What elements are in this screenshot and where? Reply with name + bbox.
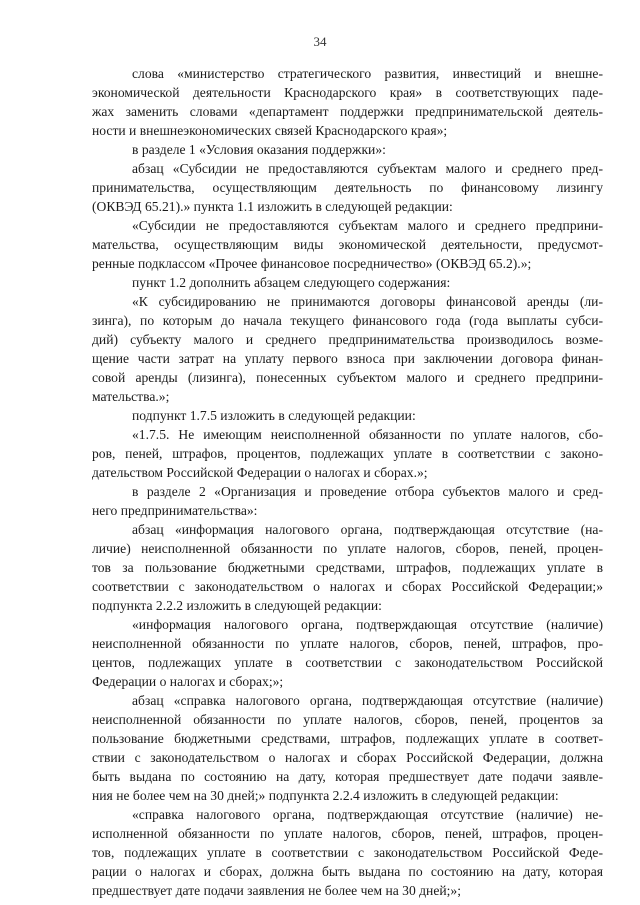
text-line: Федерации о налогах и сборах;»; — [92, 674, 284, 689]
text-line: мательства.»; — [92, 389, 170, 404]
text-line: исполненной обязанности по уплате налогов, сборов, пеней, штрафов, процен- — [92, 826, 603, 841]
text-line: дательством Российской Федерации о налогах и сборах.»; — [92, 465, 428, 480]
text-line: слова «министерство стратегического развития, инвестиций и внешне- — [132, 66, 603, 81]
text-line: «информация налогового органа, подтверждающая отсутствие (наличие) — [132, 617, 603, 632]
text-line: ния не более чем на 30 дней;» подпункта 2.2.4 изложить в следующей редакции: — [92, 788, 559, 803]
text-line: «справка налогового органа, подтверждающая отсутствие (наличие) не- — [132, 807, 603, 822]
text-line: соответствии с законодательством о налогах и сборах Российской Федерации;» — [92, 579, 603, 594]
text-line: ренные подклассом «Прочее финансовое посредничество» (ОКВЭД 65.2).»; — [92, 256, 532, 271]
text-line: личие) неисполненной обязанности по уплате налогов, сборов, пеней, процен- — [92, 541, 603, 556]
text-line: в разделе 1 «Условия оказания поддержки»: — [132, 142, 386, 157]
text-line: абзац «справка налогового органа, подтверждающая отсутствие (наличие) — [132, 693, 603, 708]
text-line: пункт 1.2 дополнить абзацем следующего содержания: — [132, 275, 451, 290]
text-line: «К субсидированию не принимаются договоры финансовой аренды (ли- — [132, 294, 603, 309]
text-line: неисполненной обязанности по уплате налогов, сборов, пеней, процентов за — [92, 712, 603, 727]
text-line: быть выдана по состоянию на дату, которая предшествует дате подачи заявле- — [92, 769, 603, 784]
text-line: жах заменить словами «департамент поддержки предпринимательской деятель- — [92, 104, 603, 119]
text-line: абзац «Субсидии не предоставляются субъектам малого и среднего пред- — [132, 161, 603, 176]
text-line: мательства, осуществляющим виды экономической деятельности, предусмот- — [92, 237, 603, 252]
document-body — [92, 64, 603, 900]
text-line: него предпринимательства»: — [92, 503, 258, 518]
text-line: рации о налогах и сборах, должна быть выдана по состоянию на дату, которая — [92, 864, 603, 879]
text-line: принимательства, осуществляющим деятельность по финансовому лизингу — [92, 180, 603, 195]
text-line: (ОКВЭД 65.21).» пункта 1.1 изложить в следующей редакции: — [92, 199, 453, 214]
text-line: предшествует дате подачи заявления не более чем на 30 дней;»; — [92, 883, 461, 898]
text-line: абзац «информация налогового органа, подтверждающая отсутствие (на- — [132, 522, 603, 537]
text-line: в разделе 2 «Организация и проведение отбора субъектов малого и сред- — [132, 484, 603, 499]
text-line: неисполненной обязанности по уплате налогов, сборов, пеней, штрафов, про- — [92, 636, 603, 651]
text-line: центов, подлежащих уплате в соответствии с законодательством Российской — [92, 655, 603, 670]
text-line: «Субсидии не предоставляются субъектам малого и среднего предприни- — [132, 218, 603, 233]
text-line: ров, пеней, штрафов, процентов, подлежащих уплате в соответствии с законо- — [92, 446, 603, 461]
text-line: дий) субъекту малого и среднего предпринимательства производилось возме- — [92, 332, 603, 347]
text-line: «1.7.5. Не имеющим неисполненной обязанности по уплате налогов, сбо- — [132, 427, 603, 442]
text-line: ствии с законодательством о налогах и сборах Российской Федерации, должна — [92, 750, 603, 765]
text-line: пользование бюджетными средствами, штрафов, подлежащих уплате в соответ- — [92, 731, 603, 746]
text-line: зинга), по которым до начала текущего финансового года (года выплаты субси- — [92, 313, 603, 328]
text-line: подпункта 2.2.2 изложить в следующей редакции: — [92, 598, 382, 613]
text-line: тов за пользование бюджетными средствами, штрафов, подлежащих уплате в — [92, 560, 603, 575]
text-line: совой аренды (лизинга), понесенных субъектом малого и среднего предприни- — [92, 370, 603, 385]
text-line: щение части затрат на уплату первого взноса при заключении договора финан- — [92, 351, 603, 366]
page-number: 34 — [313, 34, 327, 49]
text-line: экономической деятельности Краснодарского края» в соответствующих паде- — [92, 85, 603, 100]
text-line: ности и внешнеэкономических связей Краснодарского края»; — [92, 123, 448, 138]
text-line: подпункт 1.7.5 изложить в следующей редакции: — [132, 408, 416, 423]
text-line: тов, подлежащих уплате в соответствии с законодательством Российской Феде- — [92, 845, 603, 860]
